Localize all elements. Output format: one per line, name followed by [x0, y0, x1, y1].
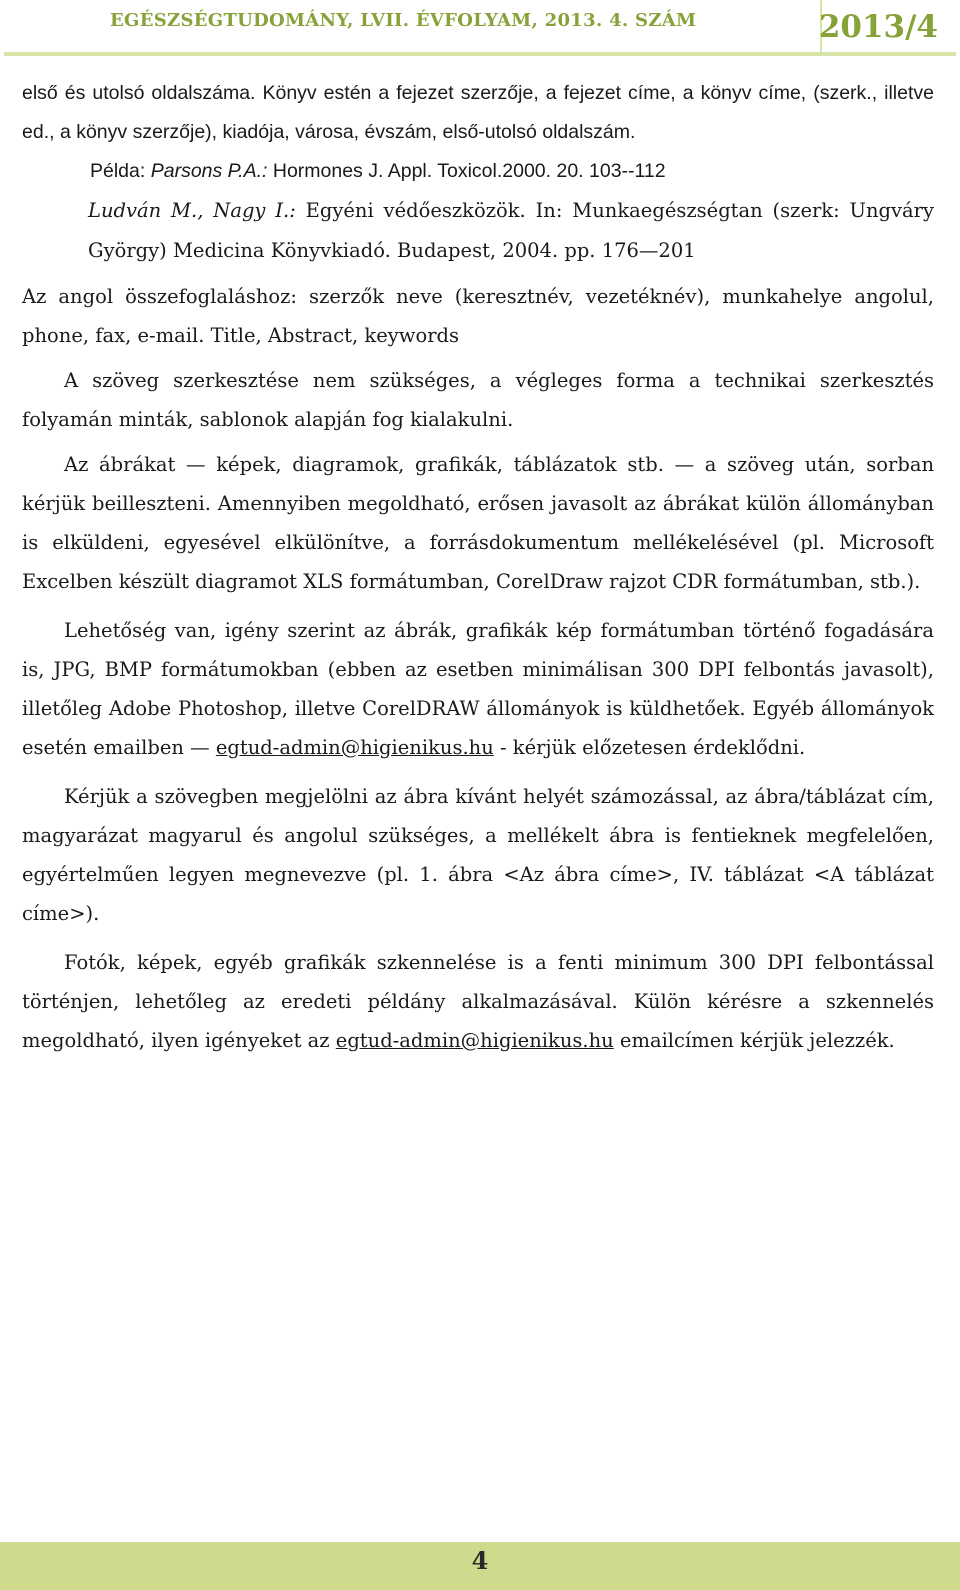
citation-rules-paragraph: első és utolsó oldalszáma. Könyv estén a fejezet szerzője, a fejezet címe, a könyv címe, (szerk., illetve ed., a könyv szerzője), kiadója, városa, évszám, első-utolsó oldalszám.: [22, 82, 934, 143]
example-source: Hormones J. Appl. Toxicol.2000. 20. 103--112: [267, 160, 666, 182]
scanning-paragraph: [22, 943, 934, 1060]
image-formats-text-end: - kérjük előzetesen érdeklődni.: [493, 736, 806, 759]
english-abstract-paragraph: Az angol összefoglaláshoz: szerzők neve (keresztnév, vezetéknév), munkahelye angolul, phone, fax, e-mail. Title, Abstract, keywords: [22, 285, 934, 347]
example-citation-book: [88, 191, 934, 271]
page-header: [4, 0, 956, 56]
email-link[interactable]: egtud-admin@higienikus.hu: [335, 1029, 614, 1052]
figure-marking-paragraph: Kérjük a szövegben megjelölni az ábra kívánt helyét számozással, az ábra/táblázat cím, magyarázat magyarul és angolul szükséges, a mellékelt ábra is fentieknek megfelelően, egyértelműen legyen megnevezve (pl. 1. ábra <Az ábra címe>, IV. táblázat <A táblázat címe>).: [22, 785, 934, 925]
editing-paragraph: A szöveg szerkesztése nem szükséges, a végleges forma a technikai szerkesztés folyamán minták, sablonok alapján fog kialakulni.: [22, 369, 934, 431]
example-label: Példa:: [90, 160, 151, 182]
scanning-text: Fotók, képek, egyéb grafikák szkennelése is a fenti minimum 300 DPI felbontással történjen, lehetőleg az eredeti példány alkalmazásával. Külön kérésre a szkennelés megoldható, ilyen igényeket az: [22, 951, 934, 1052]
page-footer: [0, 1532, 960, 1590]
issue-box: [820, 0, 956, 52]
example-book-source: Egyéni védőeszközök. In: Munkaegészségtan (szerk: Ungváry György) Medicina Könyvkiadó. Budapest, 2004. pp. 176—201: [88, 199, 934, 262]
image-formats-paragraph: [22, 611, 934, 767]
page-number: 4: [471, 1546, 489, 1575]
example-citation-journal: [90, 152, 934, 191]
example-authors: Parsons P.A.:: [150, 160, 268, 182]
journal-title: EGÉSZSÉGTUDOMÁNY, LVII. ÉVFOLYAM, 2013. 4. SZÁM: [110, 10, 697, 31]
issue-number: 2013/4: [818, 9, 938, 45]
scanning-text-end: emailcímen kérjük jelezzék.: [613, 1029, 895, 1052]
example-book-authors: Ludván M., Nagy I.:: [88, 199, 296, 222]
page-content: [22, 74, 934, 1060]
figures-paragraph: Az ábrákat — képek, diagramok, grafikák, táblázatok stb. — a szöveg után, sorban kérjük beilleszteni. Amennyiben megoldható, erősen javasolt az ábrákat külön állományban is elküldeni, egyesével elkülönítve, a forrásdokumentum mellékelésével (pl. Microsoft Excelben készült diagramot XLS formátumban, CorelDraw rajzot CDR formátumban, stb.).: [22, 453, 934, 593]
email-link[interactable]: egtud-admin@higienikus.hu: [215, 736, 494, 759]
image-formats-text: Lehetőség van, igény szerint az ábrák, grafikák kép formátumban történő fogadására is, JPG, BMP formátumokban (ebben az esetben minimálisan 300 DPI felbontás javasolt), illetőleg Adobe Photoshop, illetve CorelDRAW állományok is küldhetőek. Egyéb állományok esetén emailben —: [22, 619, 934, 759]
